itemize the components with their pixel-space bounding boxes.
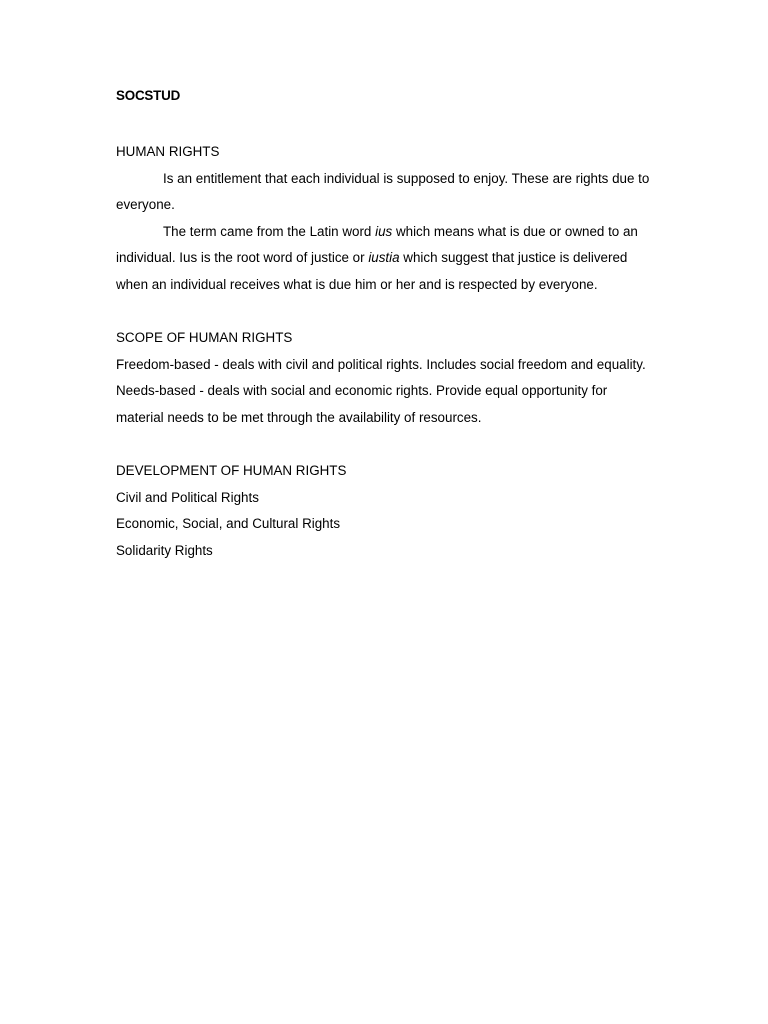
section-scope (116, 325, 656, 431)
paragraph-text: which means what is due or owned to an individual. Ius is the root word of justice or (116, 223, 638, 266)
paragraph-text: which suggest that justice is delivered when an individual receives what is due him or her and is respected by everyone. (116, 250, 628, 292)
development-item: Civil and Political Rights (116, 489, 259, 505)
spacer (116, 299, 656, 326)
scope-freedom-based: Freedom-based - deals with civil and political rights. Includes social freedom and equality. (116, 356, 646, 372)
document-title: SOCSTUD (116, 88, 181, 103)
section-development (116, 458, 656, 564)
section-heading: DEVELOPMENT OF HUMAN RIGHTS (116, 463, 347, 479)
latin-term-iustia: iustia (368, 250, 400, 266)
paragraph-text: Is an entitlement that each individual is supposed to enjoy. These are rights due to everyone. (116, 170, 650, 213)
spacer (116, 106, 656, 139)
document-body (116, 86, 656, 565)
latin-term-ius: ius (375, 223, 393, 239)
scope-needs-based: Needs-based - deals with social and economic rights. Provide equal opportunity for material needs to be met through the availability of resources. (116, 383, 608, 425)
section-heading: SCOPE OF HUMAN RIGHTS (116, 330, 293, 346)
paragraph-definition (116, 166, 656, 219)
paragraph-text: The term came from the Latin word (163, 223, 376, 239)
development-item: Economic, Social, and Cultural Rights (116, 516, 341, 532)
development-item: Solidarity Rights (116, 542, 213, 558)
paragraph-etymology (116, 219, 656, 299)
section-heading: HUMAN RIGHTS (116, 144, 220, 159)
spacer (116, 432, 656, 459)
section-human-rights (116, 139, 656, 299)
